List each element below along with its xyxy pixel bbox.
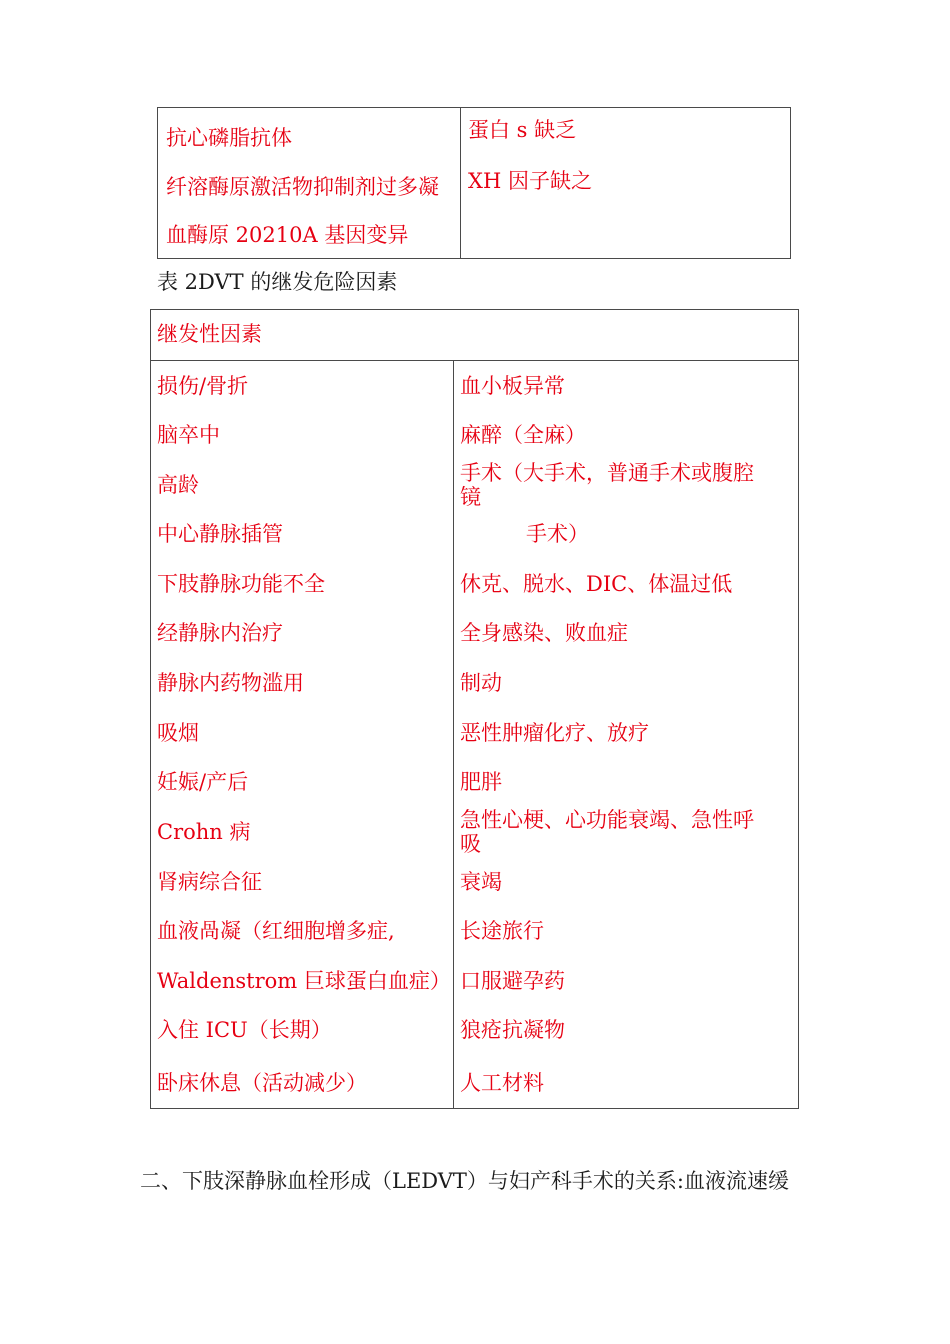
table-cell: Crohn 病 (157, 820, 251, 844)
table-cell: 手术） (526, 522, 589, 546)
table-cell: 休克、脱水、DIC、体温过低 (460, 572, 733, 596)
table-cell: 人工材料 (460, 1071, 544, 1095)
table-header: 继发性因素 (157, 322, 262, 346)
table-cell: 吸 (460, 832, 481, 856)
column-divider (460, 108, 461, 258)
table-caption: 表 2DVT 的继发危险因素 (157, 270, 398, 294)
cell-text: 血酶原 20210A 基因变异 (166, 223, 409, 247)
cell-text: XH 因子缺之 (468, 169, 592, 193)
table-cell: 急性心梗、心功能衰竭、急性呼 (460, 808, 754, 832)
section-heading-text: 二、下肢深静脉血栓形成（LEDVT）与妇产科手术的关系:血液流速缓 (140, 1169, 789, 1193)
cell-text: 纤溶酶原激活物抑制剂过多凝 (166, 175, 439, 199)
table-cell: 手术（大手术，普通手术或腹腔 (460, 461, 754, 485)
table-cell: Waldenstrom 巨球蛋白血症） (157, 969, 451, 993)
table-cell: 肾病综合征 (157, 870, 262, 894)
table-cell: 衰竭 (460, 870, 502, 894)
table-cell: 长途旅行 (460, 919, 544, 943)
table-cell: 卧床休息（活动减少） (157, 1071, 367, 1095)
table-cell: 狼疮抗凝物 (460, 1018, 565, 1042)
table-cell: 制动 (460, 671, 502, 695)
table-cell: 高龄 (157, 473, 199, 497)
table-cell: 入住 ICU（长期） (157, 1018, 332, 1042)
table-cell: 损伤/骨折 (157, 374, 249, 398)
table-cell: 经静脉内治疗 (157, 621, 283, 645)
table-cell: 全身感染、败血症 (460, 621, 628, 645)
table-cell: 麻醉（全麻） (460, 423, 586, 447)
table-cell: 血小板异常 (460, 374, 565, 398)
cell-text: 蛋白 s 缺乏 (468, 118, 577, 142)
table-cell: 下肢静脉功能不全 (157, 572, 325, 596)
table-cell: 恶性肿瘤化疗、放疗 (460, 721, 649, 745)
table-cell: 血液咼凝（红细胞增多症, (157, 919, 395, 943)
table-cell: 镜 (460, 485, 481, 509)
table-cell: 静脉内药物滥用 (157, 671, 304, 695)
header-divider (151, 360, 798, 361)
secondary-factors-table (150, 309, 799, 1109)
cell-text: 抗心磷脂抗体 (166, 126, 292, 150)
table-cell: 中心静脉插管 (157, 522, 283, 546)
genetic-factors-table (157, 107, 791, 259)
column-divider (453, 361, 454, 1109)
table-cell: 肥胖 (460, 770, 502, 794)
table-cell: 口服避孕药 (460, 969, 565, 993)
table-cell: 吸烟 (157, 721, 199, 745)
table-cell: 脑卒中 (157, 423, 220, 447)
table-cell: 妊娠/产后 (157, 770, 249, 794)
